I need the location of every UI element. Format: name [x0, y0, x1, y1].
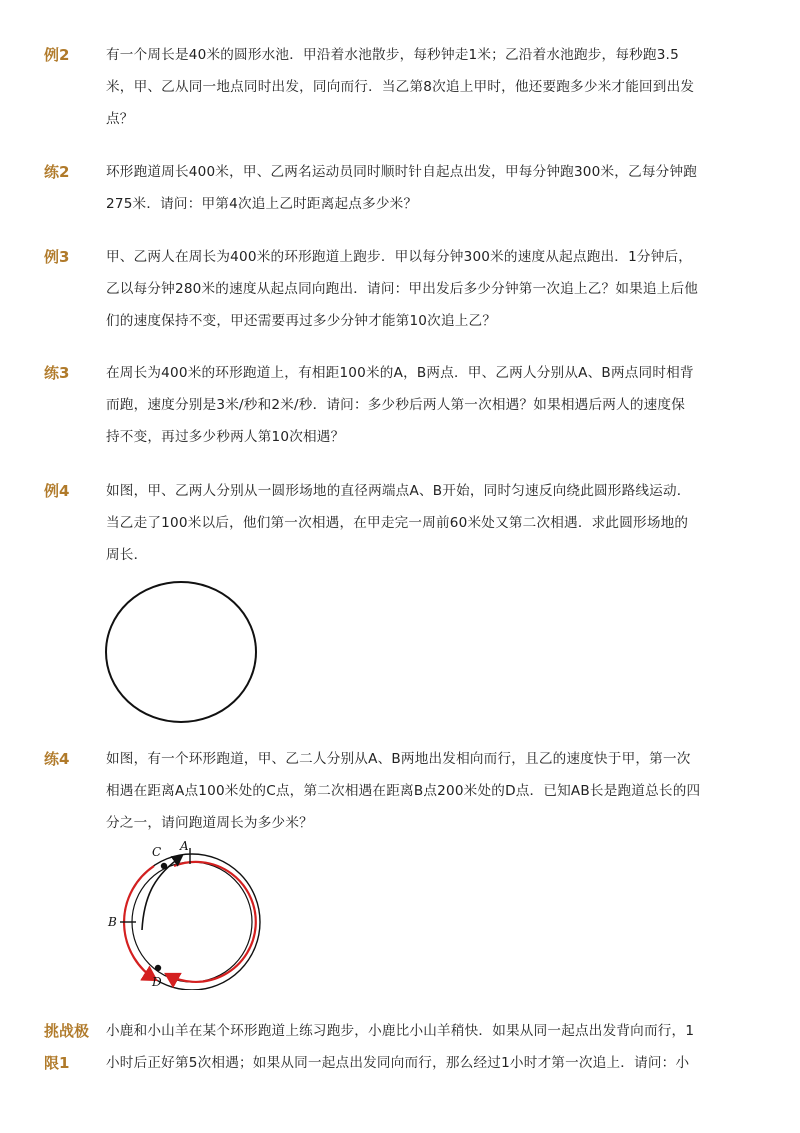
text-line: 环形跑道周长400米，甲、乙两名运动员同时顺时针自起点出发，甲每分钟跑300米，乙每分钟跑	[106, 164, 698, 180]
text-line: 如图，有一个环形跑道，甲、乙二人分别从A、B两地出发相向而行，且乙的速度快于甲，第一次	[106, 751, 691, 767]
text-line: 点？	[106, 111, 134, 127]
problem-tag: 练3	[44, 364, 70, 382]
red-path-left	[124, 866, 156, 980]
tag-line: 限1	[44, 1054, 70, 1072]
problem-text	[106, 156, 718, 220]
point-c	[161, 863, 167, 869]
circular-track	[106, 582, 256, 722]
text-line: 有一个周长是40米的圆形水池．甲沿着水池散步，每秒钟走1米；乙沿着水池跑步，每秒跑3.5	[106, 47, 679, 63]
problem-text	[106, 475, 718, 571]
text-line: 们的速度保持不变，甲还需要再过多少分钟才能第10次追上乙？	[106, 313, 497, 329]
text-line: 乙以每分钟280米的速度从起点同向跑出．请问：甲出发后多少分钟第一次追上乙？如果追上后他	[106, 281, 699, 297]
text-line: 小鹿和小山羊在某个环形跑道上练习跑步，小鹿比小山羊稍快．如果从同一起点出发背向而行，1	[106, 1023, 695, 1039]
problem-tag: 例2	[44, 46, 70, 64]
text-line: 如图，甲、乙两人分别从一圆形场地的直径两端点A、B开始，同时匀速反向绕此圆形路线运动．	[106, 483, 691, 499]
circle-figure	[104, 580, 258, 724]
text-line: 在周长为400米的环形跑道上，有相距100米的A，B两点．甲、乙两人分别从A、B两点同时相背	[106, 365, 694, 381]
problem-tag: 练4	[44, 750, 70, 768]
point-d	[155, 965, 161, 971]
problem-text	[106, 1015, 718, 1079]
text-line: 小时后正好第5次相遇；如果从同一起点出发同向而行，那么经过1小时才第一次追上．请问：小	[106, 1055, 690, 1071]
text-line: 分之一，请问跑道周长为多少米？	[106, 815, 313, 831]
text-line: 周长．	[106, 547, 148, 563]
text-line: 米，甲、乙从同一地点同时出发，同向而行．当乙第8次追上甲时，他还要跑多少米才能回到出发	[106, 79, 695, 95]
text-line: 275米．请问：甲第4次追上乙时距离起点多少米？	[106, 196, 418, 212]
track-figure	[100, 834, 270, 990]
problem-text	[106, 241, 718, 337]
label-d: D	[152, 975, 162, 989]
problem-text	[106, 39, 718, 135]
text-line: 当乙走了100米以后，他们第一次相遇，在甲走完一周前60米处又第二次相遇．求此圆形场地的	[106, 515, 689, 531]
problem-text	[106, 743, 718, 839]
text-line: 持不变，再过多少秒两人第10次相遇？	[106, 429, 345, 445]
text-line: 而跑，速度分别是3米/秒和2米/秒．请问：多少秒后两人第一次相遇？如果相遇后两人的速度保	[106, 397, 686, 413]
text-line: 甲、乙两人在周长为400米的环形跑道上跑步．甲以每分钟300米的速度从起点跑出．1分钟后，	[106, 249, 693, 265]
label-c: C	[152, 845, 162, 859]
track-inner	[132, 862, 252, 982]
problem-text	[106, 357, 718, 453]
problem-tag: 例3	[44, 248, 70, 266]
problem-tag	[44, 1015, 100, 1079]
tag-line: 挑战极	[44, 1022, 90, 1040]
red-path-right	[166, 862, 256, 982]
label-a: A	[180, 839, 189, 853]
problem-tag: 例4	[44, 482, 70, 500]
problem-tag: 练2	[44, 163, 70, 181]
text-line: 相遇在距离A点100米处的C点，第二次相遇在距离B点200米处的D点．已知AB长是跑道总长的四	[106, 783, 701, 799]
label-b: B	[108, 915, 117, 929]
